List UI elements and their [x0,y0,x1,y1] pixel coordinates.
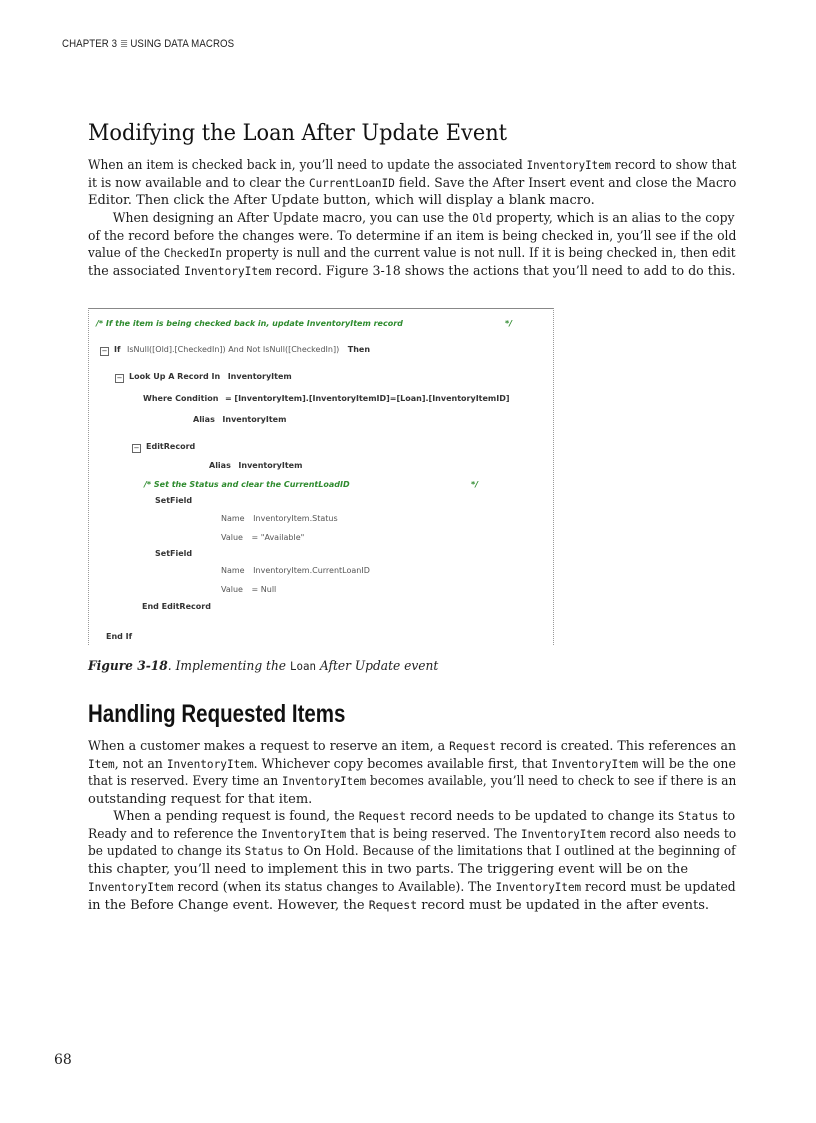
inline-code: InventoryItem [261,826,347,841]
text-segment: becomes available, you’ll need to check to see if there is an [366,774,737,790]
alias-label: Alias [193,415,215,424]
header-separator-icon [121,40,127,47]
macro-comment-1 [96,319,513,328]
text-line [88,773,737,791]
inline-code: Request [368,897,418,912]
inline-code: InventoryItem [282,774,367,789]
macro-setfield-1 [155,496,192,505]
text-segment: record (when its status changes to Available). The [173,879,496,895]
comment-end-2: */ [471,480,479,489]
text-line [88,843,736,861]
if-condition: IsNull([Old].[CheckedIn]) And Not IsNull([CheckedIn]) [127,345,340,354]
text-line [88,192,736,210]
collapse-lookup-icon[interactable]: − [116,374,123,382]
inline-code: Status [678,809,719,823]
text-segment: value of the [88,246,164,262]
text-segment: in the Before Change event. However, the [88,897,369,913]
edit-alias-label: Alias [209,461,231,470]
sf2-value-label: Value [221,585,243,594]
section-heading-handling: Handling Requested Items [88,700,346,728]
text-segment: . Whichever copy becomes available first, that [253,756,552,772]
lookup-table: InventoryItem [227,372,292,381]
text-line [88,897,736,915]
text-line [88,157,737,175]
edit-alias-value: InventoryItem [238,461,303,470]
macro-editrecord [132,442,195,453]
where-label: Where Condition [143,394,219,403]
text-segment: to [718,809,736,824]
inline-code: InventoryItem [495,879,582,894]
text-line [88,263,736,281]
paragraph-s2-p1 [88,738,736,809]
inline-code: Status [244,844,284,859]
caption-text-pre: . Implementing the [167,659,290,674]
inline-code: InventoryItem [166,756,254,771]
text-line [88,879,736,897]
macro-if-block [100,345,370,356]
inline-code: InventoryItem [526,158,612,172]
page-number: 68 [54,1052,72,1068]
text-segment: When a pending request is found, the [113,809,359,824]
end-edit-keyword: End EditRecord [142,602,211,611]
text-line [88,808,736,826]
paragraph-s1-p1 [88,157,736,210]
figure-macro-editor [88,308,554,645]
inline-code: InventoryItem [551,756,639,771]
macro-alias [193,415,286,424]
text-segment: field. Save the After Insert event and close the Macro [394,175,737,191]
inline-code: CurrentLoanID [308,175,395,190]
macro-edit-alias [209,461,302,470]
text-segment: record. Figure 3-18 shows the actions that you’ll need to add to do this. [271,264,736,280]
text-line [88,791,736,809]
macro-comment-2 [144,480,479,489]
setfield-1-keyword: SetField [155,496,193,505]
text-segment: outstanding request for that item. [88,792,313,808]
lookup-keyword: Look Up A Record In [129,372,221,381]
macro-sf1-value [221,533,304,542]
then-keyword: Then [347,345,371,354]
text-segment: the associated [88,264,185,280]
sf1-value-label: Value [221,533,243,542]
sf2-value-value: = Null [251,585,277,594]
inline-code: InventoryItem [184,264,272,279]
comment-text-2: /* Set the Status and clear the CurrentLoadID [144,480,350,489]
edit-keyword: EditRecord [146,442,196,451]
sf1-value-value: = "Available" [251,533,305,542]
text-segment: record must be updated in the after events. [417,897,710,913]
inline-code: Request [449,739,497,753]
figure-caption [88,659,438,674]
macro-sf1-name [221,514,338,523]
text-segment: record to show that [611,158,737,173]
text-line [88,175,737,193]
macro-sf2-name [221,566,370,575]
text-line [88,228,737,246]
paragraph-s1-p2 [88,210,736,281]
caption-label: Figure 3-18 [88,659,168,674]
text-segment: property is null and the current value is not null. If it is being checked in, then edit [221,246,736,262]
text-line [88,210,735,228]
setfield-2-keyword: SetField [155,549,193,558]
text-segment: When a customer makes a request to reserve an item, a [88,739,450,754]
section-heading-modifying: Modifying the Loan After Update Event [88,121,508,146]
inline-code: CheckedIn [163,246,222,261]
comment-end-1: */ [505,319,513,328]
text-segment: this chapter, you’ll need to implement this in two parts. The triggering event will be on the [88,862,689,878]
header-chapter: CHAPTER 3 [62,38,118,50]
inline-code: Request [358,809,406,823]
text-segment: to On Hold. Because of the limitations that I outlined at the beginning of [283,844,736,860]
text-segment: be updated to change its [88,844,245,860]
text-segment: record also needs to [605,826,737,842]
text-segment: Editor. Then click the After Update button, which will display a blank macro. [88,193,595,209]
where-value: = [InventoryItem].[InventoryItemID]=[Loan].[InventoryItemID] [224,394,510,403]
text-segment: record must be updated [581,879,736,895]
macro-sf2-value [221,585,276,594]
collapse-if-icon[interactable]: − [101,347,108,355]
macro-end-if [106,632,132,641]
text-segment: will be the one [638,756,736,772]
collapse-edit-icon[interactable]: − [133,444,140,452]
text-segment: record needs to be updated to change its [405,809,679,824]
text-line [88,826,737,844]
text-segment: that is reserved. Every time an [88,774,283,790]
if-keyword: If [114,345,121,354]
sf1-name-label: Name [221,514,245,523]
text-line [88,861,736,879]
sf2-name-label: Name [221,566,245,575]
text-line [88,738,737,756]
text-line [88,245,736,263]
caption-text-post: After Update event [315,659,439,674]
macro-end-edit [142,602,211,611]
text-segment: of the record before the changes were. To determine if an item is being checked in, you’ll see if the old [88,228,737,244]
text-segment: it is now available and to clear the [88,175,309,191]
end-if-keyword: End If [106,632,133,641]
text-segment: When designing an After Update macro, you can use the [112,211,473,226]
macro-setfield-2 [155,549,192,558]
macro-lookup [115,372,292,383]
header-title: USING DATA MACROS [130,38,235,50]
caption-code: Loan [289,659,316,673]
running-header [62,38,234,50]
text-segment: When an item is checked back in, you’ll need to update the associated [88,158,527,173]
text-line [88,756,736,774]
macro-where [143,394,510,403]
text-segment: record is created. This references an [496,739,737,754]
text-segment: property, which is an alias to the copy [492,211,735,226]
paragraph-s2-p2 [88,808,736,914]
sf2-name-value: InventoryItem.CurrentLoanID [253,566,370,575]
text-segment: Ready and to reference the [88,826,262,842]
comment-text-1: /* If the item is being checked back in, update InventoryItem record [96,319,403,328]
sf1-name-value: InventoryItem.Status [253,514,338,523]
inline-code: InventoryItem [521,826,606,841]
text-segment: that is being reserved. The [346,826,522,842]
alias-value: InventoryItem [222,415,287,424]
inline-code: InventoryItem [88,879,174,894]
text-segment: , not an [114,756,167,772]
inline-code: Old [472,211,493,225]
inline-code: Item [88,756,115,771]
